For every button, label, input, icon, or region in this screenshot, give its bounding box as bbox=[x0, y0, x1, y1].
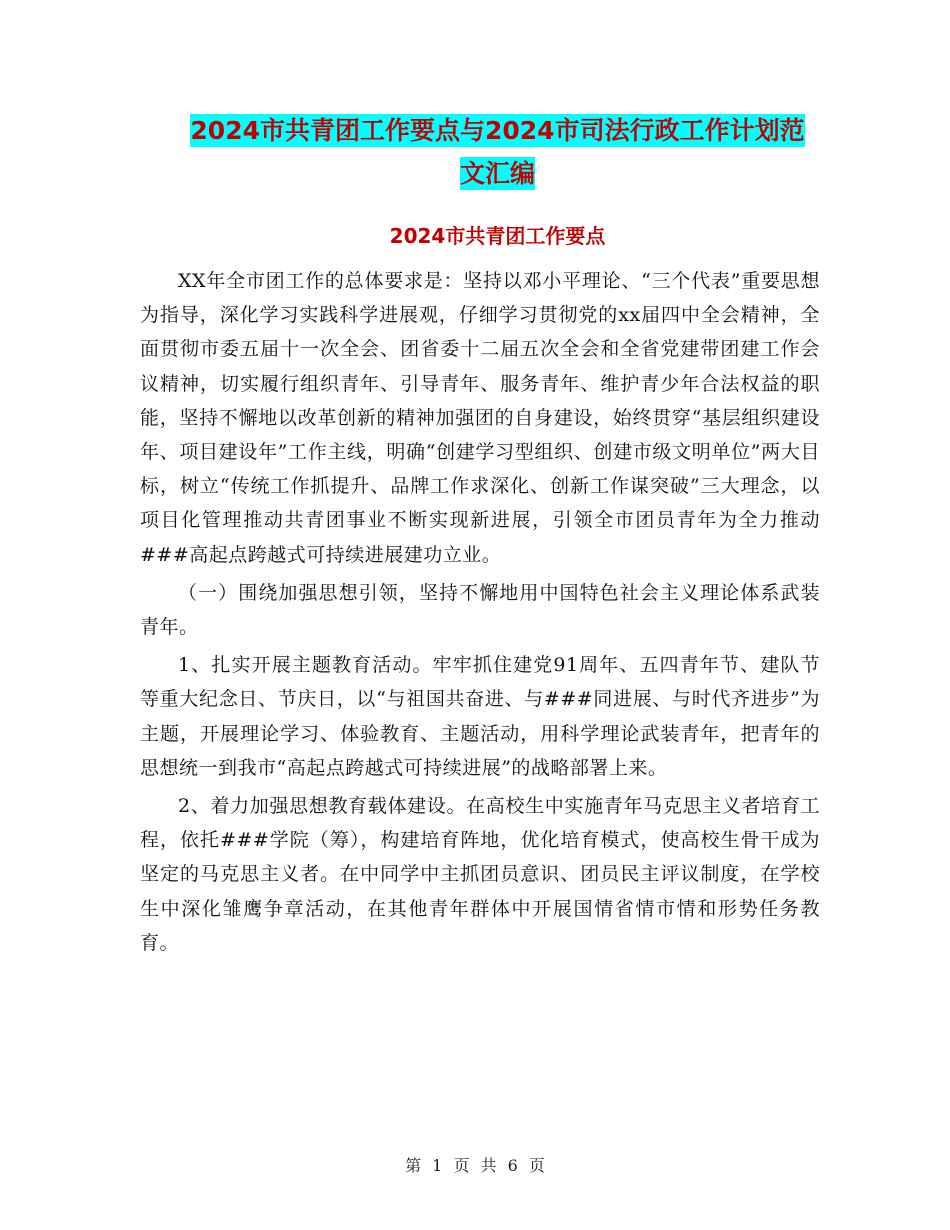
document-title-line-2 bbox=[140, 150, 855, 198]
document-body bbox=[140, 264, 820, 960]
page-footer: 第 1 页 共 6 页 bbox=[405, 1156, 545, 1175]
paragraph-item-2: 2、着力加强思想教育载体建设。在高校生中实施青年马克思主义者培育工程，依托###学院（筹），构建培育阵地，优化培育模式，使高校生骨干成为坚定的马克思主义者。在中同学中主抓团员意识、团员民主评议制度，在学校生中深化雏鹰争章活动，在其他青年群体中开展国情省情市情和形势任务教育。 bbox=[140, 795, 820, 954]
paragraph-item-1: 1、扎实开展主题教育活动。牢牢抓住建党91周年、五四青年节、建队节等重大纪念日、节庆日，以“与祖国共奋进、与###同进展、与时代齐进步”为主题，开展理论学习、体验教育、主题活动，用科学理论武装青年，把青年的思想统一到我市“高起点跨越式可持续进展”的战略部署上来。 bbox=[140, 654, 820, 779]
paragraph-section-one-heading: （一）围绕加强思想引领，坚持不懈地用中国特色社会主义理论体系武装青年。 bbox=[140, 581, 820, 639]
title-highlight: 文汇编 bbox=[459, 159, 535, 188]
title-highlight: 2024市共青团工作要点与2024市司法行政工作计划范 bbox=[190, 116, 805, 145]
paragraph-general-requirements: XX年全市团工作的总体要求是：坚持以邓小平理论、“三个代表”重要思想为指导，深化学习实践科学进展观，仔细学习贯彻党的xx届四中全会精神，全面贯彻市委五届十一次全会、团省委十二届五次全会和全省党建带团建工作会议精神，切实履行组织青年、引导青年、服务青年、维护青少年合法权益的职能，坚持不懈地以改革创新的精神加强团的自身建设，始终贯穿“基层组织建设年、项目建设年”工作主线，明确“创建学习型组织、创建市级文明单位”两大目标，树立“传统工作抓提升、品牌工作求深化、创新工作谋突破”三大理念，以项目化管理推动共青团事业不断实现新进展，引领全市团员青年为全力推动###高起点跨越式可持续进展建功立业。 bbox=[140, 270, 820, 566]
document-title-line-1 bbox=[140, 107, 855, 155]
section-title: 2024市共青团工作要点 bbox=[389, 224, 606, 248]
